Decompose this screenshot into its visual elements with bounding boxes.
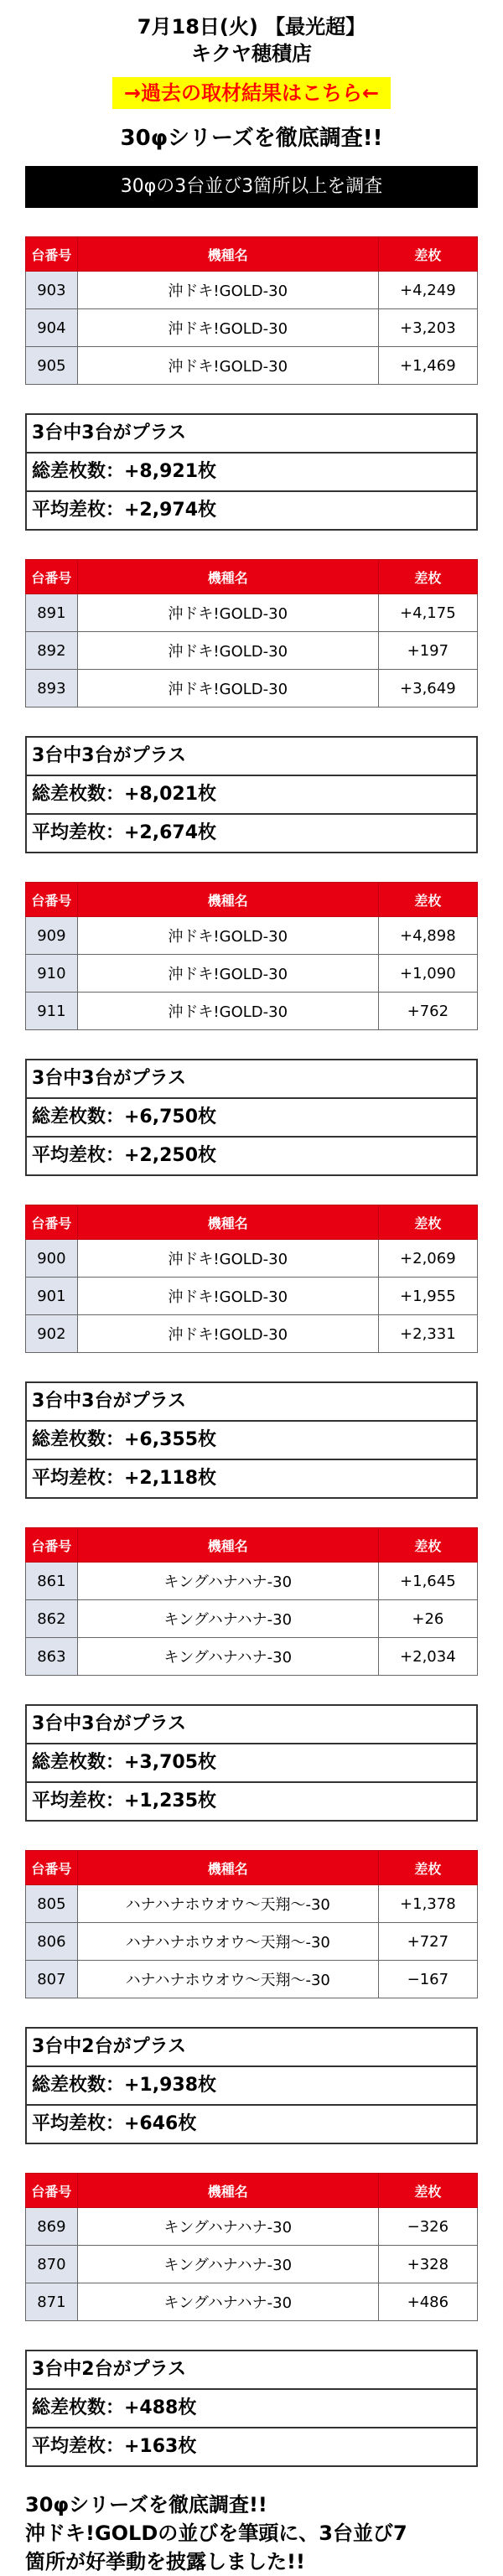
table-row	[26, 1600, 478, 1638]
summary-line: 総差枚数：+1,938枚	[27, 2065, 476, 2104]
machine-number: 911	[26, 993, 78, 1030]
table-header-row	[26, 560, 478, 594]
summary-box	[25, 1059, 478, 1176]
coin-diff: +1,090	[378, 955, 477, 993]
machine-model: キングハナハナ-30	[77, 2283, 378, 2321]
footer-line: 箇所が好挙動を披露しました!!	[25, 2550, 305, 2573]
coin-diff: +4,175	[378, 594, 477, 632]
machine-model: 沖ドキ!GOLD-30	[77, 955, 378, 993]
summary-line: 総差枚数：+3,705枚	[27, 1743, 476, 1781]
header-num: 台番号	[26, 560, 78, 594]
result-group	[25, 2173, 478, 2467]
coin-diff: +762	[378, 993, 477, 1030]
summary-line: 3台中2台がプラス	[32, 2359, 186, 2380]
machine-model: 沖ドキ!GOLD-30	[77, 670, 378, 707]
footer-line: 沖ドキ!GOLDの並びを筆頭に、3台並び7	[25, 2522, 407, 2545]
summary-line: 平均差枚：+1,235枚	[27, 1781, 476, 1820]
table-row	[26, 1315, 478, 1353]
summary-line: 総差枚数：+488枚	[27, 2388, 476, 2427]
machine-model: ハナハナホウオウ～天翔～-30	[77, 1923, 378, 1961]
coin-diff: +197	[378, 632, 477, 670]
machine-number: 900	[26, 1240, 78, 1278]
header-diff: 差枚	[378, 1851, 477, 1885]
coin-diff: +1,469	[378, 347, 477, 385]
table-row	[26, 347, 478, 385]
machine-number: 861	[26, 1563, 78, 1600]
machine-number: 862	[26, 1600, 78, 1638]
summary-line: 平均差枚：+2,674枚	[27, 813, 476, 852]
header-num: 台番号	[26, 1851, 78, 1885]
summary-line: 3台中2台がプラス	[32, 2036, 186, 2057]
header-model: 機種名	[77, 1528, 378, 1563]
machine-model: キングハナハナ-30	[77, 1600, 378, 1638]
table-row	[26, 309, 478, 347]
machine-number: 807	[26, 1961, 78, 1998]
coin-diff: +328	[378, 2246, 477, 2283]
date-title: 7月18日(火) 【最光超】	[137, 15, 366, 39]
machine-number: 870	[26, 2246, 78, 2283]
table-row	[26, 2246, 478, 2283]
machine-number: 863	[26, 1638, 78, 1676]
result-table	[25, 882, 478, 1030]
table-header-row	[26, 883, 478, 917]
machine-number: 806	[26, 1923, 78, 1961]
result-table	[25, 559, 478, 707]
machine-number: 871	[26, 2283, 78, 2321]
table-row	[26, 2208, 478, 2246]
machine-number: 902	[26, 1315, 78, 1353]
summary-box	[25, 1704, 478, 1822]
header-num: 台番号	[26, 2174, 78, 2208]
machine-model: キングハナハナ-30	[77, 1563, 378, 1600]
summary-box	[25, 2350, 478, 2467]
header-model: 機種名	[77, 2174, 378, 2208]
summary-box	[25, 2027, 478, 2144]
header-model: 機種名	[77, 237, 378, 272]
table-row	[26, 670, 478, 707]
machine-number: 909	[26, 917, 78, 955]
summary-box	[25, 1381, 478, 1499]
machine-number: 893	[26, 670, 78, 707]
table-header-row	[26, 1205, 478, 1240]
table-row	[26, 1278, 478, 1315]
table-row	[26, 917, 478, 955]
header-diff: 差枚	[378, 237, 477, 272]
summary-box	[25, 413, 478, 531]
result-table	[25, 236, 478, 385]
machine-model: 沖ドキ!GOLD-30	[77, 993, 378, 1030]
summary-line: 3台中3台がプラス	[32, 1391, 186, 1412]
machine-model: キングハナハナ-30	[77, 2246, 378, 2283]
machine-model: ハナハナホウオウ～天翔～-30	[77, 1961, 378, 1998]
result-group	[25, 1850, 478, 2144]
coin-diff: +2,034	[378, 1638, 477, 1676]
coin-diff: −326	[378, 2208, 477, 2246]
past-results-link[interactable]: →過去の取材結果はこちら←	[112, 77, 391, 109]
result-table	[25, 1850, 478, 1998]
result-group	[25, 236, 478, 531]
store-name: キクヤ穂積店	[191, 42, 312, 65]
table-row	[26, 2283, 478, 2321]
coin-diff: +4,249	[378, 272, 477, 309]
table-row	[26, 594, 478, 632]
summary-box	[25, 736, 478, 853]
coin-diff: +727	[378, 1923, 477, 1961]
table-row	[26, 1961, 478, 1998]
summary-line: 総差枚数：+6,750枚	[27, 1097, 476, 1136]
coin-diff: +486	[378, 2283, 477, 2321]
header-num: 台番号	[26, 883, 78, 917]
result-group	[25, 559, 478, 853]
summary-line: 平均差枚：+2,974枚	[27, 490, 476, 529]
summary-line: 3台中3台がプラス	[32, 1068, 186, 1089]
summary-line: 平均差枚：+2,118枚	[27, 1459, 476, 1497]
result-group	[25, 1527, 478, 1822]
header-model: 機種名	[77, 560, 378, 594]
header-diff: 差枚	[378, 1205, 477, 1240]
result-group	[25, 882, 478, 1176]
coin-diff: +1,955	[378, 1278, 477, 1315]
table-row	[26, 632, 478, 670]
summary-line: 総差枚数：+8,921枚	[27, 452, 476, 490]
summary-line: 平均差枚：+163枚	[27, 2427, 476, 2465]
table-row	[26, 272, 478, 309]
header-num: 台番号	[26, 1528, 78, 1563]
result-table	[25, 2173, 478, 2321]
machine-number: 901	[26, 1278, 78, 1315]
table-row	[26, 1638, 478, 1676]
table-header-row	[26, 237, 478, 272]
header-diff: 差枚	[378, 560, 477, 594]
header-diff: 差枚	[378, 2174, 477, 2208]
page-header	[0, 0, 503, 153]
header-model: 機種名	[77, 883, 378, 917]
coin-diff: +1,645	[378, 1563, 477, 1600]
coin-diff: +3,649	[378, 670, 477, 707]
summary-line: 総差枚数：+8,021枚	[27, 775, 476, 813]
table-row	[26, 1885, 478, 1923]
table-row	[26, 993, 478, 1030]
result-table	[25, 1205, 478, 1353]
footer-line: 30φシリーズを徹底調査!!	[25, 2493, 267, 2516]
table-header-row	[26, 1851, 478, 1885]
result-table	[25, 1527, 478, 1676]
machine-number: 910	[26, 955, 78, 993]
coin-diff: +26	[378, 1600, 477, 1638]
machine-number: 891	[26, 594, 78, 632]
machine-model: 沖ドキ!GOLD-30	[77, 1240, 378, 1278]
footer-text	[25, 2490, 478, 2576]
machine-number: 805	[26, 1885, 78, 1923]
machine-model: 沖ドキ!GOLD-30	[77, 347, 378, 385]
machine-number: 904	[26, 309, 78, 347]
table-row	[26, 955, 478, 993]
result-group	[25, 1205, 478, 1499]
machine-model: 沖ドキ!GOLD-30	[77, 917, 378, 955]
machine-number: 903	[26, 272, 78, 309]
coin-diff: +1,378	[378, 1885, 477, 1923]
machine-number: 869	[26, 2208, 78, 2246]
header-diff: 差枚	[378, 1528, 477, 1563]
table-header-row	[26, 2174, 478, 2208]
machine-number: 892	[26, 632, 78, 670]
summary-line: 3台中3台がプラス	[32, 1713, 186, 1734]
coin-diff: +3,203	[378, 309, 477, 347]
coin-diff: +2,069	[378, 1240, 477, 1278]
machine-model: 沖ドキ!GOLD-30	[77, 1278, 378, 1315]
machine-model: 沖ドキ!GOLD-30	[77, 272, 378, 309]
machine-model: 沖ドキ!GOLD-30	[77, 632, 378, 670]
header-model: 機種名	[77, 1851, 378, 1885]
machine-model: キングハナハナ-30	[77, 2208, 378, 2246]
machine-number: 905	[26, 347, 78, 385]
survey-subtitle-bar: 30φの3台並び3箇所以上を調査	[25, 166, 478, 208]
headline: 30φシリーズを徹底調査!!	[120, 126, 383, 151]
machine-model: キングハナハナ-30	[77, 1638, 378, 1676]
summary-line: 3台中3台がプラス	[32, 422, 186, 443]
table-header-row	[26, 1528, 478, 1563]
summary-line: 総差枚数：+6,355枚	[27, 1420, 476, 1459]
summary-line: 平均差枚：+646枚	[27, 2104, 476, 2143]
header-num: 台番号	[26, 237, 78, 272]
coin-diff: −167	[378, 1961, 477, 1998]
machine-model: 沖ドキ!GOLD-30	[77, 309, 378, 347]
coin-diff: +2,331	[378, 1315, 477, 1353]
coin-diff: +4,898	[378, 917, 477, 955]
header-diff: 差枚	[378, 883, 477, 917]
summary-line: 3台中3台がプラス	[32, 745, 186, 766]
results-list	[0, 236, 503, 2467]
header-num: 台番号	[26, 1205, 78, 1240]
machine-model: 沖ドキ!GOLD-30	[77, 1315, 378, 1353]
table-row	[26, 1240, 478, 1278]
header-model: 機種名	[77, 1205, 378, 1240]
table-row	[26, 1563, 478, 1600]
summary-line: 平均差枚：+2,250枚	[27, 1136, 476, 1174]
machine-model: ハナハナホウオウ～天翔～-30	[77, 1885, 378, 1923]
machine-model: 沖ドキ!GOLD-30	[77, 594, 378, 632]
table-row	[26, 1923, 478, 1961]
